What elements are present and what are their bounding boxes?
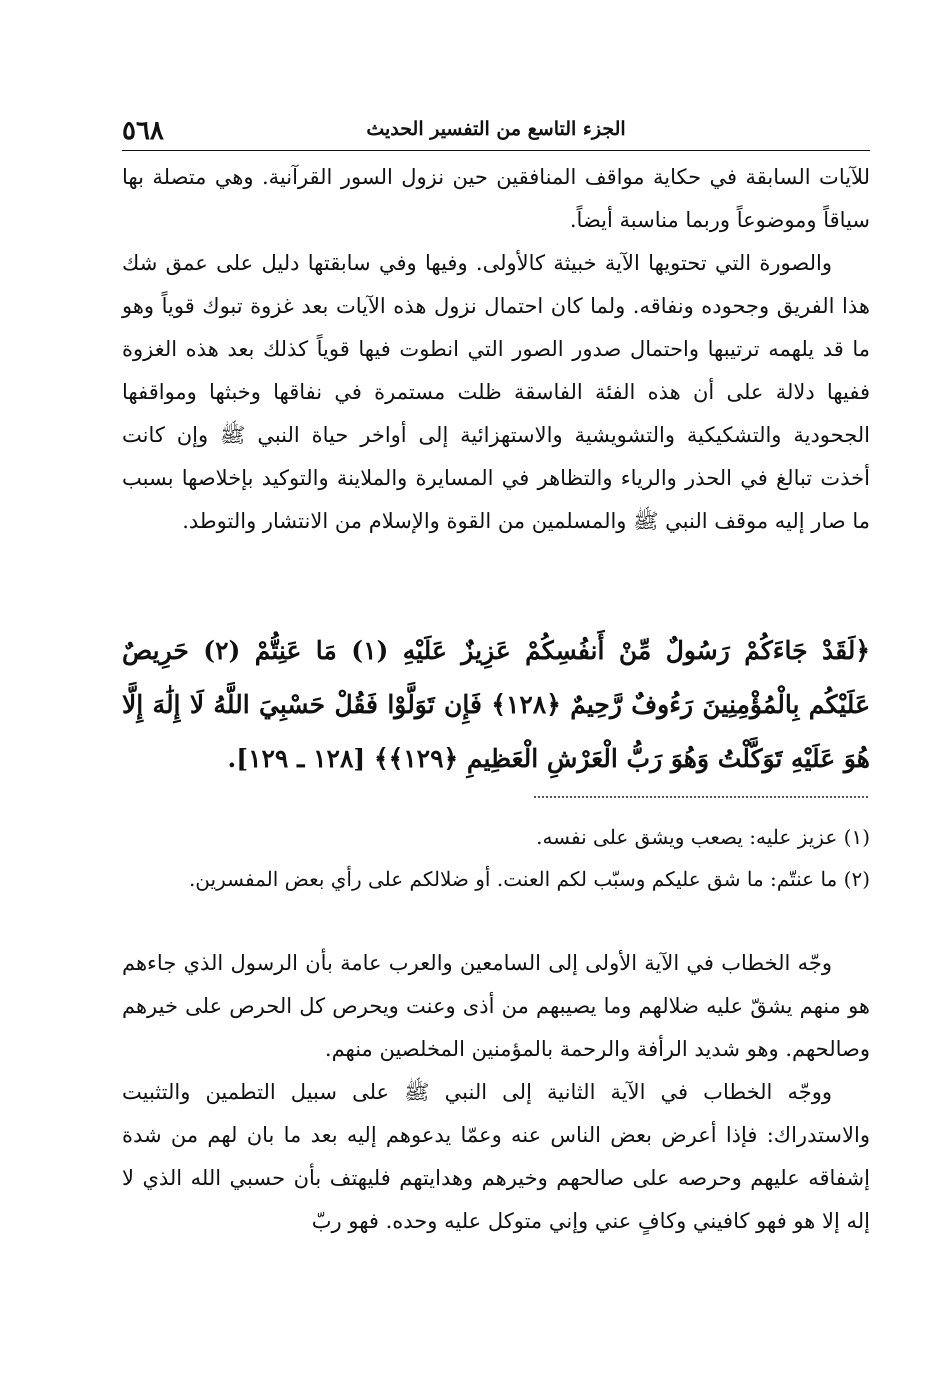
paragraph-commentary: والصورة التي تحتويها الآية خبيثة كالأولى. وفيها وفي سابقتها دليل على عمق شك هذا الفريق وجحوده ونفاقه. ولما كان احتمال نزول هذه الآيات بعد غزوة تبوك قوياً وهو ما قد يلهمه ترتيبها واحتمال صدور الصور التي انطوت فيها قوياً كذلك بعد هذه الغزوة ففيها دلالة على أن هذه الفئة الفاسقة ظلت مستمرة في نفاقها وخبثها ومواقفها الجحودية والتشكيكية والتشويشية والاستهزائية إلى أواخر حياة النبي ﷺ وإن كانت أخذت تبالغ في الحذر والرياء والتظاهر في المسايرة والملاينة والتوكيد بإخلاصها بسبب ما صار إليه موقف النبي ﷺ والمسلمين من القوة والإسلام من الانتشار والتوطد. (122, 251, 870, 533)
running-title: الجزء التاسع من التفسير الحديث (366, 118, 626, 140)
page-header (122, 112, 870, 151)
top-text-block (122, 156, 870, 543)
paragraph-first-verse-explanation: وجّه الخطاب في الآية الأولى إلى السامعين والعرب عامة بأن الرسول الذي جاءهم هو منهم يشقّ عليه ضلالهم وما يصيبهم من أذى وعنت ويحرص كل الحرص على خيرهم وصالحهم. وهو شديد الرأفة والرحمة بالمؤمنين المخلصين منهم. (122, 951, 870, 1061)
page-number: ٥٦٨ (122, 116, 164, 146)
quran-verse: ﴿لَقَدْ جَاءَكُمْ رَسُولٌ مِّنْ أَنفُسِكُمْ عَزِيزٌ عَلَيْهِ (١) مَا عَنِتُّمْ (٢) حَرِيصٌ عَلَيْكُم بِالْمُؤْمِنِينَ رَءُوفٌ رَّحِيمٌ ﴿١٢٨﴾ فَإِن تَوَلَّوْا فَقُلْ حَسْبِيَ اللَّهُ لَا إِلَٰهَ إِلَّا هُوَ عَلَيْهِ تَوَكَّلْتُ وَهُوَ رَبُّ الْعَرْشِ الْعَظِيمِ ﴿١٢٩﴾﴾ [١٢٨ ـ ١٢٩]. (122, 636, 871, 773)
footnote-2: (٢) ما عنتّم: ما شق عليكم وسبّب لكم العنت. أو ضلالكم على رأي بعض المفسرين. (188, 867, 870, 891)
footnote-1: (١) عزيز عليه: يصعب ويشق على نفسه. (536, 825, 870, 849)
footnotes (122, 816, 870, 900)
bottom-text-block (122, 942, 870, 1243)
paragraph-second-verse-explanation: ووجّه الخطاب في الآية الثانية إلى النبي ﷺ على سبيل التطمين والتثبيت والاستدراك: فإذا أعرض بعض الناس عنه وعمّا يدعوهم إليه بعد ما بان لهم من شدة إشفاقه عليهم وحرصه على صالحهم وخيرهم وهدايتهم فليهتف بأن حسبي الله الذي لا إله إلا هو فهو كافيني وكافٍ عني وإني متوكل عليه وحده. فهو ربّ (122, 1080, 870, 1233)
paragraph-continuation: للآيات السابقة في حكاية مواقف المنافقين حين نزول السور القرآنية. وهي متصلة بها سياقاً وموضوعاً وربما مناسبة أيضاً. (122, 165, 870, 232)
footnote-divider (534, 796, 868, 798)
